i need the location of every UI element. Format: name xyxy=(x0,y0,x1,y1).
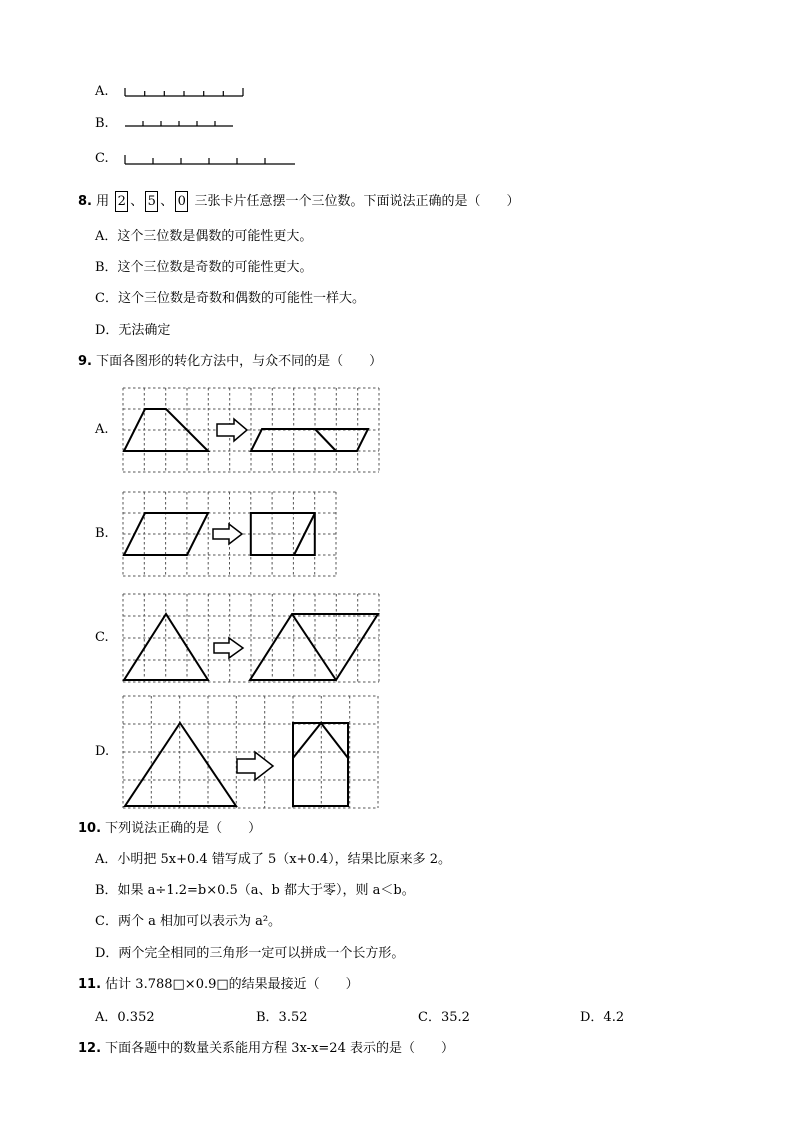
q8-option-b: B．这个三位数是奇数的可能性更大。 xyxy=(95,260,313,275)
q9-text: 下面各图形的转化方法中，与众不同的是（ ） xyxy=(96,354,383,369)
q10-option-a: A．小明把 5x+0.4 错写成了 5（x+0.4），结果比原来多 2。 xyxy=(95,852,452,867)
q9-figure-c xyxy=(123,594,379,682)
q11-option-b: B．3.52 xyxy=(256,1010,308,1025)
q10-option-b: B．如果 a÷1.2=b×0.5（a、b 都大于零），则 a＜b。 xyxy=(95,883,415,898)
q8-sep-2: 、 xyxy=(160,194,174,209)
q11-number: 11. xyxy=(78,977,102,992)
q7-option-b-label: B. xyxy=(95,116,109,131)
digit-card-2: 5 xyxy=(145,191,158,212)
q12-number: 12. xyxy=(78,1041,102,1056)
q11-text: 估计 3.788□×0.9□的结果最接近（ ） xyxy=(105,977,359,992)
q8-number: 8. xyxy=(78,194,92,209)
q7-ruler-a xyxy=(125,86,245,98)
q9-option-c-label: C. xyxy=(95,630,109,645)
q9-option-a-label: A. xyxy=(95,422,109,437)
q8-stem xyxy=(78,191,519,213)
q8-option-a: A．这个三位数是偶数的可能性更大。 xyxy=(95,229,313,244)
q7-ruler-b xyxy=(125,117,235,129)
digit-card-3: 0 xyxy=(175,191,188,212)
q9-figure-b xyxy=(123,492,336,576)
q10-option-d: D．两个完全相同的三角形一定可以拼成一个长方形。 xyxy=(95,946,405,961)
q8-prefix: 用 xyxy=(96,194,110,209)
q9-stem xyxy=(78,353,382,371)
q10-text: 下列说法正确的是（ ） xyxy=(105,821,262,836)
q12-text: 下面各题中的数量关系能用方程 3x-x=24 表示的是（ ） xyxy=(105,1041,454,1056)
q9-number: 9. xyxy=(78,354,92,369)
q9-option-b-label: B. xyxy=(95,526,109,541)
q11-option-c: C．35.2 xyxy=(418,1010,470,1025)
q8-option-d: D．无法确定 xyxy=(95,323,171,338)
q8-option-c: C．这个三位数是奇数和偶数的可能性一样大。 xyxy=(95,291,365,306)
q11-stem xyxy=(78,976,359,994)
q8-sep-1: 、 xyxy=(130,194,144,209)
q11-option-a: A．0.352 xyxy=(95,1010,155,1025)
q9-figure-a xyxy=(123,388,379,472)
q7-ruler-c xyxy=(125,153,297,166)
digit-card-1: 2 xyxy=(115,191,128,212)
q7-option-a-label: A. xyxy=(95,84,109,99)
q10-stem xyxy=(78,820,261,838)
q12-stem xyxy=(78,1040,454,1058)
q9-option-d-label: D. xyxy=(95,744,110,759)
q11-option-d: D．4.2 xyxy=(580,1010,625,1025)
q10-option-c: C．两个 a 相加可以表示为 a²。 xyxy=(95,914,282,929)
q10-number: 10. xyxy=(78,821,102,836)
q7-option-c-label: C. xyxy=(95,151,109,166)
q8-suffix: 三张卡片任意摆一个三位数。下面说法正确的是（ ） xyxy=(194,194,520,209)
q9-figure-d xyxy=(123,696,378,808)
